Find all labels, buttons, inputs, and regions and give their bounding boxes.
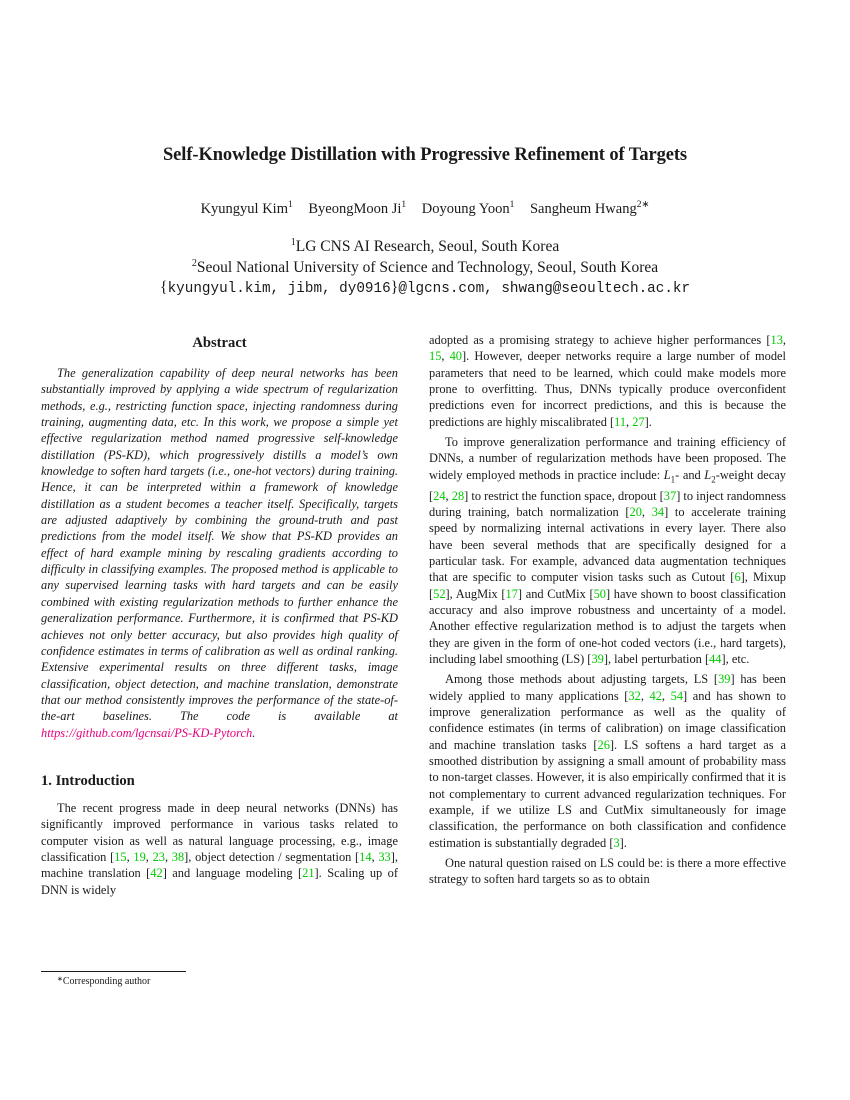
math-subscript: 2 [711, 474, 716, 485]
author-affiliation-mark: 1 [509, 200, 515, 210]
citation-link[interactable]: 28 [451, 488, 465, 503]
citation-link[interactable]: 33 [378, 849, 391, 864]
citation-link[interactable]: 37 [663, 488, 677, 503]
text: ]. However, deeper networks require a large number of model parameters that need to be learned, which could make models more prone to overfitting. Thus, DNNs typically produce overconfident predictions even for incorrect predictions, and this is because the predictions are highly miscalibrated [ [429, 349, 786, 429]
citation-link[interactable]: 6 [734, 570, 741, 585]
citation-link[interactable]: 44 [709, 652, 722, 666]
text: One natural question raised on LS could be: is there a more effective strategy to soften hard targets so as to obtain [429, 856, 786, 887]
intro-paragraph-2 [429, 434, 786, 667]
author-affiliation-mark: 1 [287, 200, 293, 210]
text: , [640, 688, 650, 703]
affiliation-text: Seoul National University of Science and Technology, Seoul, South Korea [196, 259, 659, 276]
citation-link[interactable]: 13 [770, 333, 783, 347]
affiliation-mark: 2 [191, 258, 197, 269]
email-close-brace: } [390, 279, 399, 296]
citation-link[interactable]: 40 [449, 349, 462, 364]
author-name: Kyungyul Kim [200, 201, 288, 217]
text: ]. LS softens a hard target as a smoothed distribution by assigning a small amount of probability mass to non-target classes. However, it is also empirically confirmed that it is not complementary to current advanced regularization techniques. For example, if we utilize LS and CutMix simultaneously for image classification, the performance on both classification and confidence estimation is substantially degraded [ [429, 737, 786, 850]
paper-title: Self-Knowledge Distillation with Progressive Refinement of Targets [162, 145, 688, 165]
author [308, 201, 406, 217]
code-repository-link[interactable]: https://github.com/lgcnsai/PS-KD-Pytorch [41, 725, 253, 740]
text: The recent progress made in deep neural networks (DNNs) has significantly improved performance in various tasks related to computer vision as well as natural language processing, e.g., image classification [ [41, 800, 398, 864]
citation-link[interactable]: 23 [152, 849, 165, 864]
citation-link[interactable]: 38 [171, 849, 185, 864]
citation-link[interactable]: 50 [593, 586, 606, 601]
citation-link[interactable]: 24 [433, 488, 446, 503]
text: ], machine translation [ [41, 849, 398, 881]
math-l2 [704, 467, 716, 485]
right-column [429, 332, 786, 892]
text: , [145, 849, 153, 864]
citation-link[interactable]: 54 [670, 688, 684, 703]
footnote-text: Corresponding author [62, 976, 151, 987]
text: ] and language modeling [ [162, 866, 303, 881]
author [201, 201, 293, 217]
text: ] to inject randomness during training, batch normalization [ [429, 488, 786, 519]
text: ]. [644, 414, 652, 429]
text: -weight decay [ [429, 467, 786, 503]
text: ], Mixup [ [429, 570, 786, 601]
intro-paragraph-4 [429, 855, 786, 888]
abstract-text [41, 365, 398, 741]
abstract-end-punct: . [252, 725, 256, 740]
text: , [164, 849, 172, 864]
author-list [0, 201, 850, 218]
text: Among those methods about adjusting targets, LS [ [445, 672, 719, 687]
abstract-body-text: The generalization capability of deep neural networks has been substantially improved by applying a wide spectrum of regularization methods, e.g., restricting function space, injecting randomness during training, augmenting data, etc. In this work, we propose a simple yet effective regularization method named progressive self-knowledge distillation (PS-KD), which progressively distills a model’s own knowledge to soften hard targets (i.e., one-hot vectors) during training. Hence, it can be interpreted within a framework of knowledge distillation as a student becomes a teacher itself. Specifically, targets are adjusted adaptively by combining the ground-truth and past predictions from the model itself. We show that PS-KD provides an effect of hard example mining by rescaling gradients according to difficulty in classifying examples. The proposed method is applicable to any supervised learning tasks with hard targets and can be easily combined with existing regularization methods to further enhance the generalization performance. Furthermore, it is confirmed that PS-KD achieves not only better accuracy, but also provides high quality of confidence estimates in terms of calibration as well as ordinal ranking. Extensive experimental results on three different tasks, image classification, object detection, and machine translation, demonstrate that our method consistently improves the performance of the state-of-the-art baselines. The code is available at [41, 366, 398, 724]
footnote-divider [41, 971, 186, 972]
affiliation-text: LG CNS AI Research, Seoul, South Korea [295, 238, 560, 255]
text: , [661, 688, 671, 703]
text: , [626, 414, 633, 429]
citation-link[interactable]: 17 [505, 586, 518, 601]
citation-link[interactable]: 39 [591, 652, 604, 666]
footnote [57, 976, 150, 987]
text: , [371, 849, 379, 864]
citation-link[interactable]: 42 [150, 866, 163, 881]
text: ] have shown to boost classification accuracy and also improve robustness and uncertainty of a model. Another effective regularization method is to adjust the targets when they are given in the form of one-hot coded vectors (i.e., hard targets), including label smoothing (LS) [ [429, 586, 786, 666]
affiliation-mark: 1 [290, 237, 296, 248]
abstract-heading: Abstract [192, 335, 247, 351]
intro-paragraph-1 [41, 800, 398, 898]
citation-link[interactable]: 19 [133, 849, 146, 864]
text: - and [675, 467, 705, 482]
intro-paragraph-3 [429, 671, 786, 851]
text: ], etc. [721, 652, 750, 666]
left-column [41, 334, 398, 902]
citation-link[interactable]: 15 [429, 349, 442, 364]
author-affiliation-mark: 1 [401, 200, 407, 210]
citation-link[interactable]: 20 [629, 504, 642, 519]
text: ], AugMix [ [445, 586, 506, 601]
text: ], label perturbation [ [603, 652, 710, 666]
citation-link[interactable]: 42 [649, 688, 662, 703]
text: ]. [619, 835, 627, 850]
author [422, 201, 515, 217]
email-usernames: kyungyul.kim, jibm, dy0916 [167, 281, 391, 297]
text: , [782, 333, 786, 347]
citation-link[interactable]: 15 [114, 849, 127, 864]
text: ]. Scaling up of DNN is widely [41, 866, 398, 897]
text: , [441, 349, 450, 364]
author-name: Sangheum Hwang [529, 201, 637, 217]
text: adopted as a promising strategy to achieve higher performances [ [429, 333, 771, 347]
author [530, 201, 649, 217]
intro-paragraph-1-continued [429, 332, 786, 430]
citation-link[interactable]: 34 [651, 504, 665, 519]
citation-link[interactable]: 39 [718, 672, 731, 687]
text: To improve generalization performance and training efficiency of DNNs, a number of regularization methods have been proposed. The widely employed methods in practice include: [429, 435, 786, 482]
text: ], object detection / segmentation [ [184, 849, 360, 864]
math-symbol: L [704, 467, 712, 482]
affiliation [0, 259, 850, 277]
text: , [126, 849, 134, 864]
email-domains: @lgcns.com, shwang@seoultech.ac.kr [398, 281, 691, 297]
math-l1 [663, 467, 676, 485]
text: ] to accelerate training speed by normalizing internal activations in every layer. There also have been several methods that are specifically designed for a particular task. For example, advanced data augmentation techniques that are specific to computer vision tasks such as Cutout [ [429, 504, 786, 585]
text: ] and has shown to improve generalization performance as well as the quality of confidence estimates (in terms of calibration) on image classification and machine translation tasks [ [429, 688, 787, 752]
citation-link[interactable]: 3 [613, 835, 620, 850]
citation-link[interactable]: 21 [302, 866, 315, 881]
citation-link[interactable]: 14 [359, 849, 372, 864]
math-symbol: L [663, 467, 671, 482]
math-subscript: 1 [670, 474, 676, 485]
citation-link[interactable]: 32 [628, 688, 641, 703]
author-emails [0, 279, 850, 297]
section-heading-introduction: 1. Introduction [41, 772, 135, 789]
text: , [641, 504, 652, 519]
author-name: Doyoung Yoon [421, 201, 510, 217]
citation-link[interactable]: 27 [632, 414, 645, 429]
text: , [445, 488, 452, 503]
text: ] to restrict the function space, dropout [ [464, 488, 664, 503]
author-name: ByeongMoon Ji [308, 201, 402, 217]
citation-link[interactable]: 11 [614, 414, 627, 429]
text: ] has been widely applied to many applications [ [429, 672, 786, 703]
email-open-brace: { [159, 279, 168, 296]
citation-link[interactable]: 52 [433, 586, 446, 601]
author-affiliation-mark: 2∗ [636, 200, 650, 210]
citation-link[interactable]: 26 [597, 737, 610, 752]
affiliation [0, 238, 850, 256]
footnote-mark: ∗ [57, 975, 63, 983]
text: ] and CutMix [ [517, 586, 594, 601]
